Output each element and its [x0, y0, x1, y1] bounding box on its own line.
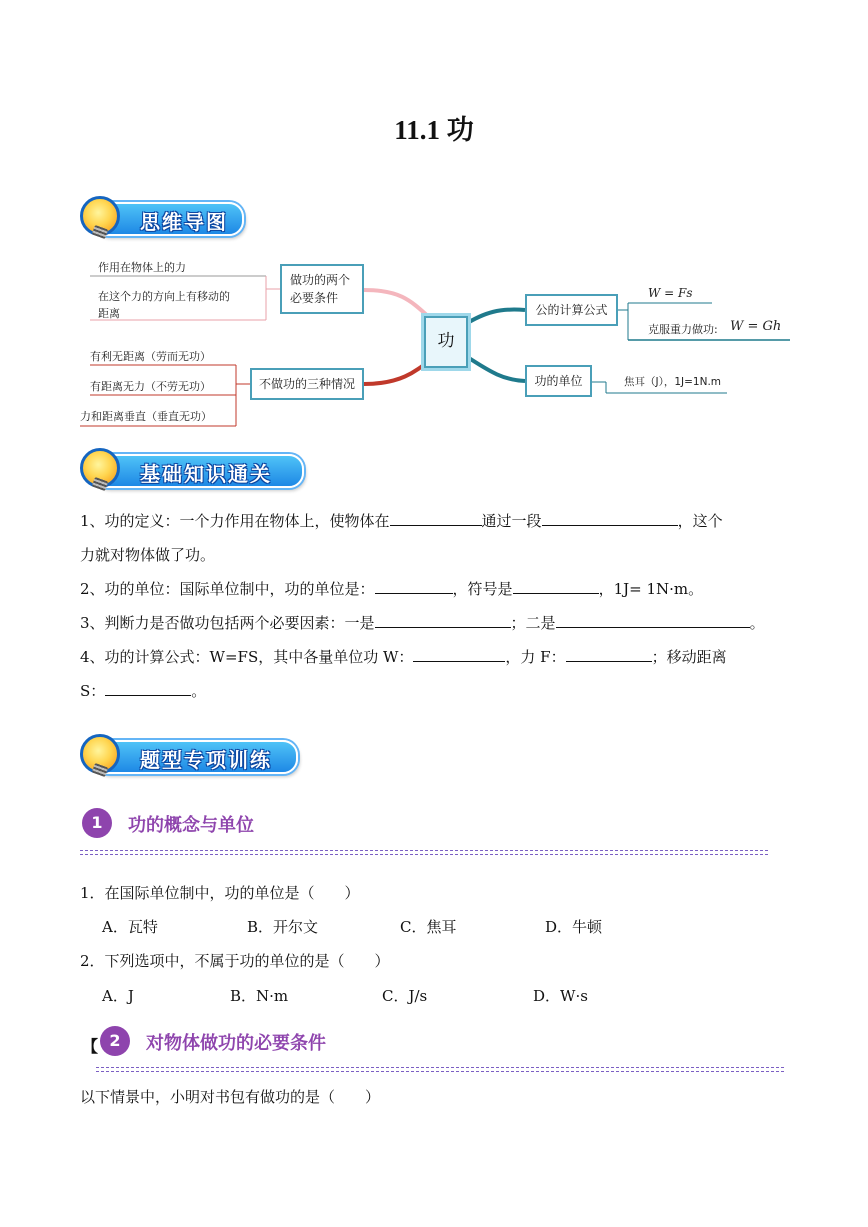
mindmap-connectors	[0, 0, 868, 440]
basics-banner-label: 基础知识通关	[140, 462, 272, 486]
basics-banner	[80, 448, 310, 486]
mindmap-conditions-label: 做功的两个必要条件	[290, 273, 351, 305]
basics-q3-text-b: ；二是	[510, 614, 556, 632]
question-1-option-d[interactable]: D．牛顿	[545, 918, 603, 936]
question-1-stem: 1．在国际单位制中，功的单位是（ ）	[80, 884, 360, 902]
lightbulb-icon	[80, 448, 120, 488]
question-2-option-d[interactable]: D．W·s	[533, 987, 588, 1005]
question-1-option-b[interactable]: B．开尔文	[247, 918, 319, 936]
basics-q3-text-c: 。	[749, 614, 765, 632]
section-1-divider	[80, 850, 768, 855]
page-title: 11.1 功	[394, 115, 474, 145]
answer-blank[interactable]	[542, 510, 678, 526]
training-banner	[80, 734, 310, 772]
section-2-number: 2	[100, 1026, 130, 1056]
mindmap-condition-2-line1: 在这个力的方向上有移动的	[98, 290, 230, 303]
mindmap-no-work-3: 力和距离垂直（垂直无功）	[80, 410, 212, 423]
mindmap-center-node: 功	[424, 316, 468, 368]
basics-q2-text-b: ，符号是	[452, 580, 513, 598]
mindmap-unit-leaf: 焦耳（J），1J=1N.m	[624, 376, 722, 388]
basics-q4-line1	[80, 646, 727, 667]
mindmap-formula-2: W = Gh	[730, 319, 782, 334]
basics-q1-text-b: 通过一段	[481, 512, 542, 530]
answer-blank[interactable]	[556, 612, 750, 628]
section-2-title: 对物体做功的必要条件	[146, 1033, 326, 1054]
answer-blank[interactable]	[390, 510, 482, 526]
section-1-number: 1	[82, 808, 112, 838]
mindmap-formula-1: W = Fs	[648, 286, 693, 300]
section-2-bracket: 【	[82, 1037, 99, 1056]
question-2-option-a[interactable]: A．J	[102, 987, 134, 1005]
basics-q4-text-d: S：	[80, 682, 106, 700]
section-2-header	[100, 1026, 400, 1058]
training-banner-label: 题型专项训练	[140, 748, 272, 772]
answer-blank[interactable]	[566, 646, 652, 662]
basics-q2-text-a: 2、功的单位：国际单位制中，功的单位是：	[80, 580, 375, 598]
basics-q4-line2	[80, 680, 206, 701]
question-2-option-b[interactable]: B．N·m	[230, 987, 289, 1005]
mindmap-no-work-2: 有距离无力（不劳无功）	[90, 380, 211, 393]
question-2-option-c[interactable]: C．J/s	[382, 987, 428, 1005]
basics-q1-text-c: ，这个	[677, 512, 723, 530]
answer-blank[interactable]	[513, 578, 599, 594]
mindmap-no-work-node: 不做功的三种情况	[250, 368, 364, 400]
answer-blank[interactable]	[375, 612, 511, 628]
basics-q1-line2: 力就对物体做了功。	[80, 546, 216, 564]
section-1-title: 功的概念与单位	[128, 815, 254, 836]
mindmap-condition-1: 作用在物体上的力	[98, 261, 186, 274]
section-1-header	[82, 808, 382, 840]
section-2-divider	[96, 1067, 784, 1072]
mindmap-no-work-1: 有利无距离（劳而无功）	[90, 350, 211, 363]
question-2-stem: 2．下列选项中，不属于功的单位的是（ ）	[80, 952, 390, 970]
mindmap-banner-label: 思维导图	[140, 210, 228, 234]
basics-q2-text-c: ，1J= 1N·m。	[598, 580, 704, 598]
basics-q4-text-b: ，力 F：	[505, 648, 566, 666]
mindmap-conditions-node	[280, 264, 364, 314]
mindmap-unit-node: 功的单位	[525, 365, 592, 397]
mindmap-formula-2-label: 克服重力做功:	[648, 323, 718, 336]
lightbulb-icon	[80, 734, 120, 774]
answer-blank[interactable]	[413, 646, 505, 662]
basics-q4-text-e: 。	[191, 682, 207, 700]
basics-q4-text-a: 4、功的计算公式：W=FS，其中各量单位功 W：	[80, 648, 414, 666]
basics-q1-line1	[80, 510, 723, 531]
question-1-option-a[interactable]: A．瓦特	[102, 918, 158, 936]
question-3-stem: 以下情景中，小明对书包有做功的是（ ）	[80, 1088, 381, 1106]
answer-blank[interactable]	[375, 578, 453, 594]
basics-q3	[80, 612, 765, 633]
mindmap-formula-node: 公的计算公式	[525, 294, 618, 326]
basics-q3-text-a: 3、判断力是否做功包括两个必要因素：一是	[80, 614, 375, 632]
question-1-option-c[interactable]: C．焦耳	[400, 918, 457, 936]
basics-q1-text-a: 1、功的定义：一个力作用在物体上，使物体在	[80, 512, 390, 530]
mindmap-condition-2-line2: 距离	[98, 307, 120, 320]
answer-blank[interactable]	[105, 680, 191, 696]
basics-q2	[80, 578, 703, 599]
basics-q4-text-c: ；移动距离	[651, 648, 727, 666]
